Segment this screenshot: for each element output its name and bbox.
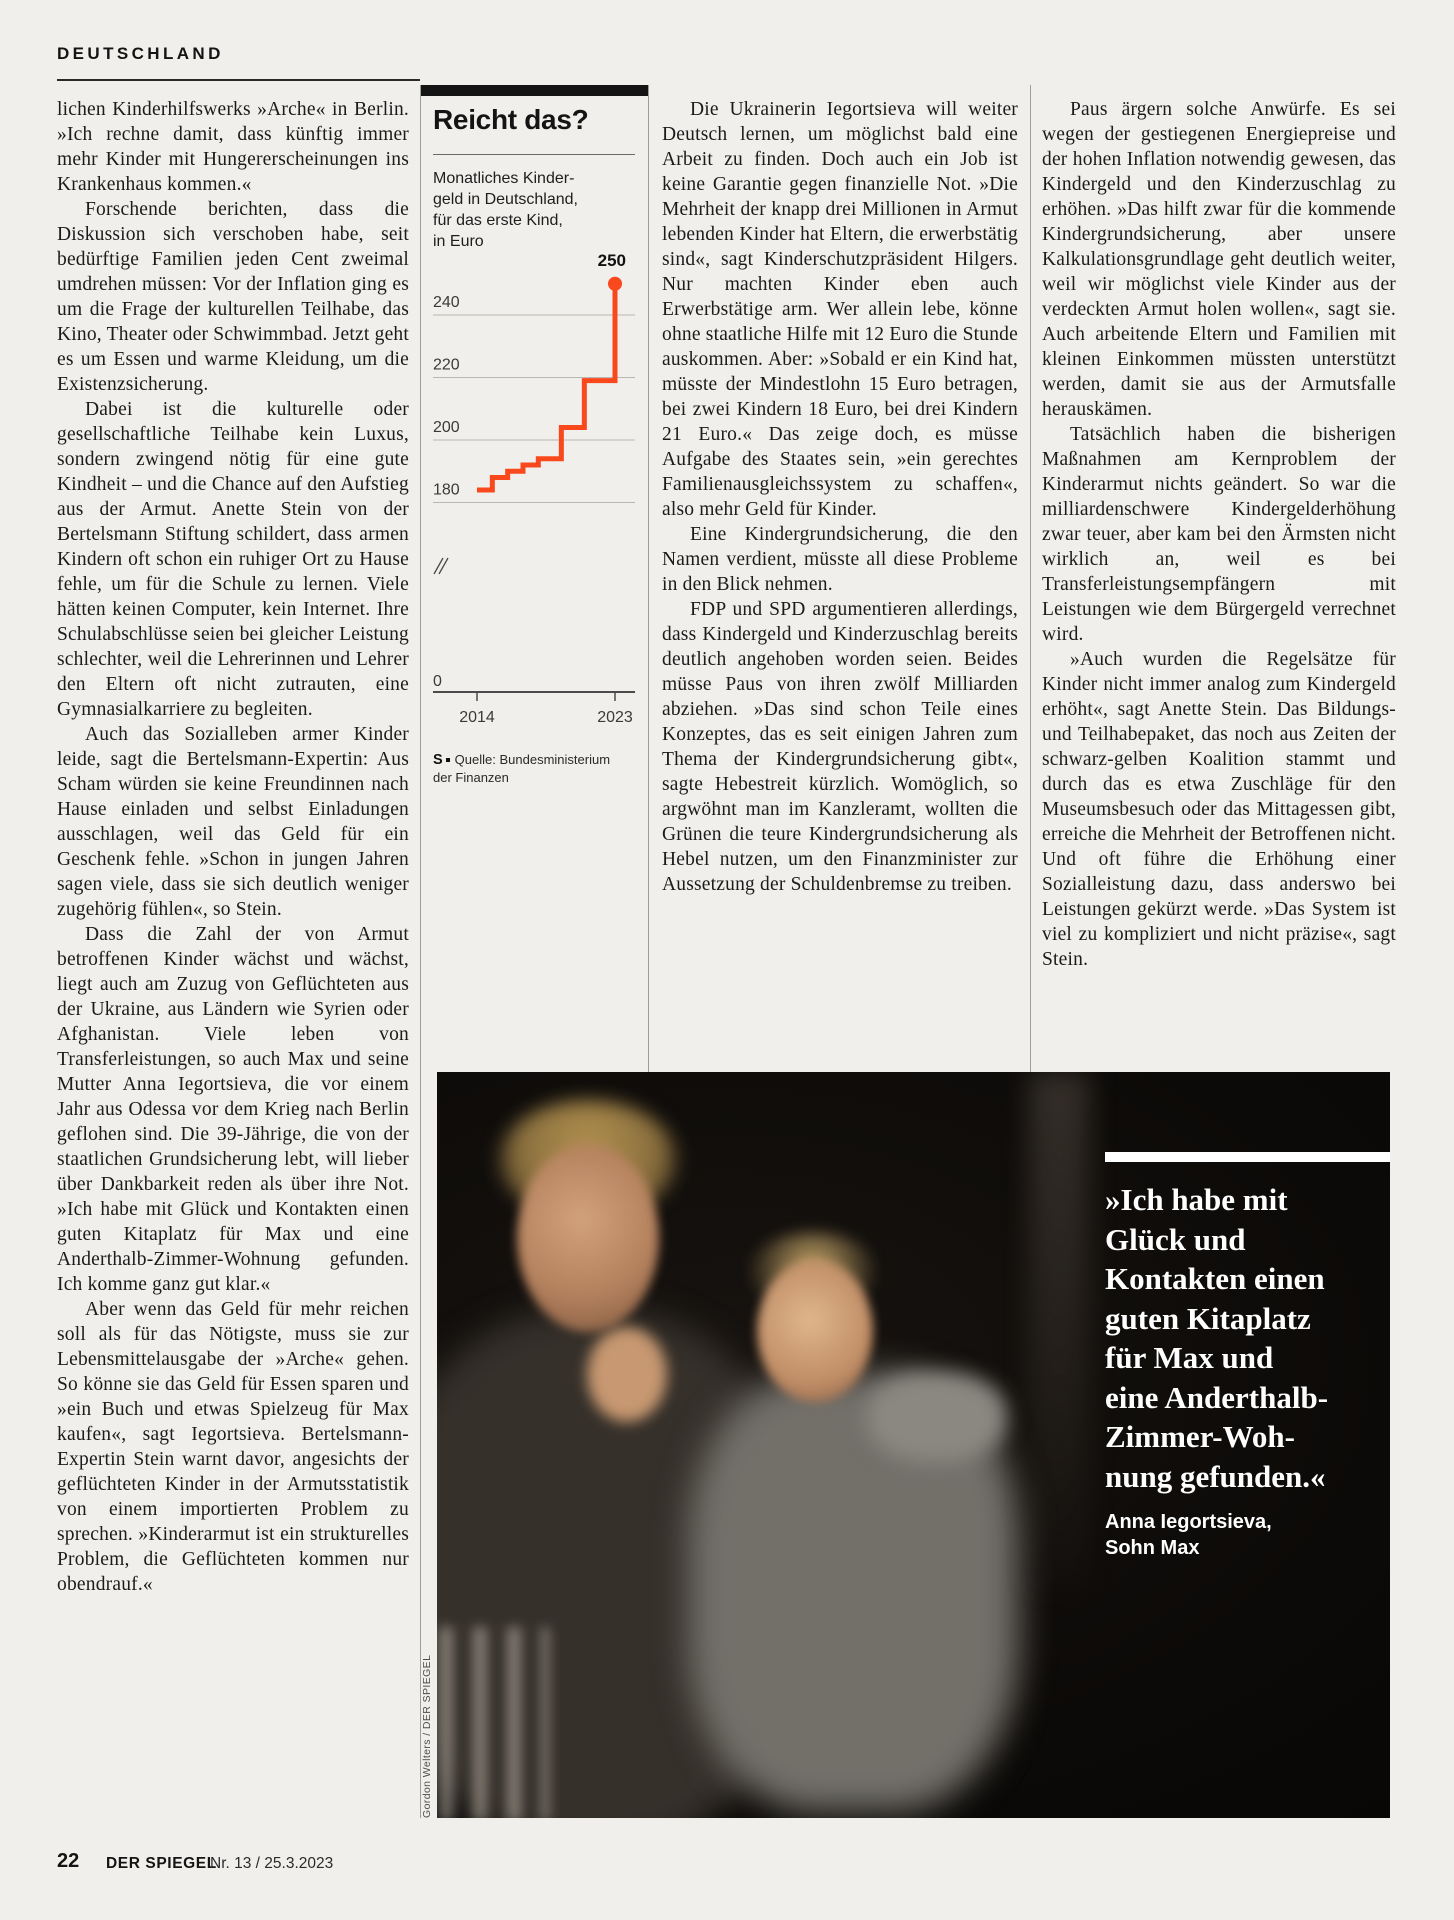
paragraph: FDP und SPD argumentieren allerdings, dass Kindergeld und Kinderzuschlag bereits deutlich angehoben worden seien. Beides müsse Paus von ihren zwölf Milliarden abziehen. »Das sind schon Teile eines Konzeptes, das es seit einigen Jahren zum Thema der Kindergrundsicherung gibt«, sagte Hebestreit kürzlich. Womöglich, so argwöhnt man im Kanzleramt, wollten die Grünen die teure Kindergrundsicherung als Hebel nutzen, um den Finanzminister zur Aussetzung der Schuldenbremse zu treiben.: [662, 599, 1018, 895]
paragraph: Dass die Zahl der von Armut betroffenen Kinder wächst und wächst, liegt auch am Zuzug von Geflüchteten aus der Ukraine, aus Ländern wie Syrien oder Afghanistan. Viele leben von Transferleistungen, so auch Max und seine Mutter Anna Iegortsieva, die vor einem Jahr aus Odessa vor dem Krieg nach Berlin geflohen sind. Die 39-Jährige, die von der staatlichen Grundsicherung lebt, will lieber über Dankbarkeit reden als über ihre Not. »Ich habe mit Glück und Kontakten einen guten Kitaplatz für Max und eine Anderthalb-Zimmer-Wohnung gefunden. Ich komme ganz gut klar.«: [57, 924, 409, 1295]
chart-subtitle-line: Monatliches Kinder-: [433, 170, 575, 187]
photo-credit: Gordon Welters / DER SPIEGEL: [421, 1654, 433, 1818]
photo-shape-child-face: [757, 1260, 873, 1402]
quote-line: nung gefunden.«: [1105, 1458, 1326, 1494]
photo-mother-and-child: [437, 1072, 1390, 1818]
kindergeld-step-chart: [433, 85, 647, 745]
photo-shape-hand: [587, 1327, 667, 1422]
square-bullet-icon: [446, 758, 450, 762]
paragraph: Auch das Sozialleben armer Kinder leide, sagt die Bertelsmann-Expertin: Aus Scham würden sie keine Freundinnen nach Hause einladen und selbst Einladungen ausschlagen, weil das Geld für ein Geschenk fehle. »Schon in jungen Jahren sagen viele, dass sie sich deutlich weniger zugehörig fühlen«, so Stein.: [57, 724, 409, 920]
article-column-2: [662, 97, 1018, 1069]
article-column-3: [1042, 97, 1396, 1069]
quote-line: »Ich habe mit: [1105, 1182, 1288, 1217]
chart-source: [433, 751, 610, 786]
section-kicker: DEUTSCHLAND: [57, 44, 224, 63]
issue-date: Nr. 13 / 25.3.2023: [210, 1855, 334, 1872]
svg-text:2023: 2023: [597, 709, 633, 726]
svg-text:180: 180: [433, 481, 460, 499]
paragraph: Die Ukrainerin Iegortsieva will weiter Deutsch lernen, um möglichst bald eine Arbeit zu finden. Doch auch ein Job ist keine Garantie gegen finanzielle Not. »Die Mehrheit der knapp drei Millionen in Armut lebenden Kinder hat Eltern, die erwerbstätig sind«, sagt Kinderschutzpräsident Hilgers. Nur machten Kinder eben auch Erwerbstätige arm. Wer allein lebe, könne ohne staatliche Hilfe mit 12 Euro die Stunde auskommen. Aber: »Sobald er ein Kind hat, müsste der Mindestlohn 15 Euro betragen, bei zwei Kindern 18 Euro, bei drei Kindern 21 Euro.« Das zeige doch, es müsse Aufgabe des Staates sein, »ein gerechtes Familienausgleichssystem zu schaffen«, also mehr Geld für Kinder.: [662, 99, 1018, 520]
article-column-1: [57, 97, 409, 1833]
paragraph: »Auch wurden die Regelsätze für Kinder nicht immer analog zum Kindergeld erhöht«, sagt Anette Stein. Das Bildungs- und Teilhabepaket, das noch aus Zeiten der schwarz-gelben Koalition stammt und durch das es etwa Zuschläge für den Museumsbesuch oder das Mittagessen gibt, erreiche die Mehrheit der Betroffenen nicht. Und oft führe die Erhöhung einer Sozialleistung dazu, dass anderswo bei Leistungen gekürzt werde. »Das System ist viel zu kompliziert und nicht präzise«, sagt Stein.: [1042, 649, 1396, 970]
chart-subtitle-line: geld in Deutschland,: [433, 191, 578, 208]
photo-shape-mother-face: [517, 1144, 659, 1332]
pull-quote: [1105, 1180, 1390, 1496]
svg-text:0: 0: [433, 673, 442, 690]
kindergeld-infographic: [433, 85, 647, 805]
paragraph: Paus ärgern solche Anwürfe. Es sei wegen der gestiegenen Energiepreise und der hohen Inflation notwendig gewesen, das Kindergeld und den Kinderzuschlag zu erhöhen. »Das hilft zwar für die kommende Kindergrundsicherung, aber unsere Kalkulationsgrundlage geht deutlich weiter, weil wir möglichst viele Kinder aus der verdeckten Armut holen wollen«, sagt sie. Auch arbeitende Eltern und Familien mit kleinen Einkommen müssten unterstützt werden, damit sie aus der Armutsfalle herauskämen.: [1042, 99, 1396, 420]
quote-line: guten Kitaplatz: [1105, 1300, 1311, 1336]
quote-line: eine Anderthalb-: [1105, 1379, 1329, 1415]
quote-attribution-line: Anna Iegortsieva,: [1105, 1511, 1272, 1533]
svg-text:250: 250: [597, 250, 626, 270]
paragraph: Eine Kindergrundsicherung, die den Namen verdient, müsste all diese Probleme in den Blick nehmen.: [662, 524, 1018, 595]
photo-shape-background-lights: [439, 1627, 549, 1818]
quote-line: für Max und: [1105, 1340, 1274, 1375]
column-divider: [1030, 85, 1031, 1072]
spiegel-logo-mark: S: [433, 752, 443, 768]
paragraph: Aber wenn das Geld für mehr reichen soll als für das Nötigste, muss sie zur Lebensmittelausgabe der »Arche« gehen. So könne sie das Geld für Essen sparen und »ein Buch und etwas Spielzeug für Max kaufen«, sagt Iegortsieva. Bertelsmann-Expertin Stein warnt davor, angesichts der geflüchteten Kinder in der Armutsstatistik von einem importierten Problem zu sprechen. »Kinderarmut ist ein strukturelles Problem, die Geflüchteten kommen nur obendrauf.«: [57, 1299, 409, 1595]
chart-source-line: der Finanzen: [433, 770, 509, 785]
svg-text:220: 220: [433, 356, 460, 374]
quote-line: Glück und: [1105, 1221, 1246, 1257]
svg-text:240: 240: [433, 294, 460, 311]
photo-shape-light-streak: [1029, 1072, 1089, 1592]
column-divider: [420, 85, 421, 1818]
paragraph: Forschende berichten, dass die Diskussion sich verschoben habe, seit bedürftige Familien jeden Cent zweimal umdrehen müssen: Vor der Inflation ging es um die Frage der kulturellen Teilhabe, das Kino, Theater oder Schwimmbad. Jetzt geht es um Essen und warme Kleidung, um die Existenzsicherung.: [57, 199, 409, 395]
svg-text:200: 200: [433, 419, 460, 436]
chart-title: Reicht das?: [433, 104, 589, 135]
svg-text:2014: 2014: [459, 709, 495, 726]
chart-source-line: Quelle: Bundesministerium: [454, 752, 611, 767]
paragraph: Tatsächlich haben die bisherigen Maßnahmen am Kernproblem der Kinderarmut nichts geändert. So war die milliardenschwere Kindergelderhöhung zwar teuer, aber kam bei den Ärmsten nicht wirklich an, weil es bei Transferleistungsempfängern mit Leistungen wie dem Bürgergeld verrechnet wird.: [1042, 424, 1396, 645]
kicker-rule: [57, 79, 420, 81]
magazine-name: DER SPIEGEL: [106, 1855, 217, 1872]
page-number: 22: [57, 1850, 80, 1872]
chart-subtitle-line: in Euro: [433, 233, 484, 250]
quote-attribution: [1105, 1509, 1272, 1561]
paragraph: lichen Kinderhilfswerks »Arche« in Berlin. »Ich rechne damit, dass künftig immer mehr Kinder mit Hungererscheinungen ins Krankenhaus kommen.«: [57, 99, 409, 195]
paragraph: Dabei ist die kulturelle oder gesellschaftliche Teilhabe kein Luxus, sondern zwingend nötig für eine gute Kindheit – und die Chance auf den Aufstieg aus der Armut. Anette Stein von der Bertelsmann Stiftung schildert, dass armen Kindern oft schon ein ruhiger Ort zu Hause fehle, um für die Schule zu lernen. Viele hätten keinen Computer, kein Internet. Ihre Schulabschlüsse seien bei gleicher Leistung schlechter, weil die Lehrerinnen und Lehrer den Eltern oft nicht zutrauten, eine Gymnasialkarriere zu begleiten.: [57, 399, 409, 720]
quote-line: Kontakten einen: [1105, 1261, 1325, 1296]
column-divider: [648, 85, 649, 1072]
chart-subtitle-line: für das erste Kind,: [433, 212, 563, 229]
quote-top-bar: [1105, 1152, 1390, 1162]
quote-line: Zimmer-Woh-: [1105, 1419, 1295, 1454]
photo-shape-child-arm: [867, 1372, 1007, 1462]
quote-attribution-line: Sohn Max: [1105, 1537, 1200, 1559]
